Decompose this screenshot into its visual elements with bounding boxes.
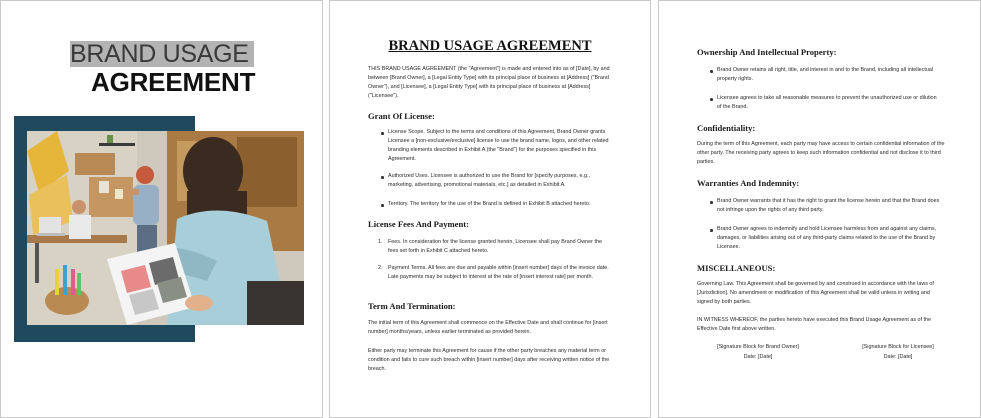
grant-item-scope: License Scope. Subject to the terms and conditions of this Agreement, Brand Owner grants Licensee a [non-exclusive/exclusive] license to use the brand name, logos, and other related branding elements described in Exhibit A (the "Brand") for the purposes specified in this Agreement. <box>388 129 609 162</box>
fees-item-fees: Fees. In consideration for the license granted herein, Licensee shall pay Brand Owner the fees set forth in Exhibit C attached hereto. <box>388 239 602 254</box>
bullet-dot <box>381 204 384 207</box>
misc-heading: MISCELLANEOUS: <box>697 263 776 273</box>
governing-law-paragraph: Governing Law. This Agreement shall be governed by and construed in accordance with the laws of [Jurisdiction]. No amendment or modification of this Agreement shall be valid unless in writing and signed by both parties. <box>697 281 934 305</box>
witness-paragraph: IN WITNESS WHEREOF, the parties hereto have executed this Brand Usage Agreement as of the Effective Date first above written. <box>697 317 932 332</box>
term-paragraph-1: The initial term of this Agreement shall commence on the Effective Date and shall continue for [insert number] months/years, unless earlier terminated as provided herein. <box>368 320 608 335</box>
term-paragraph-2: Either party may terminate this Agreement for cause if the other party breaches any material term or condition and fails to cure such breach within [insert number] days after receiving written notice of the breach. <box>368 348 610 372</box>
grant-heading: Grant Of License: <box>368 111 435 121</box>
bullet-dot <box>381 132 384 135</box>
warranty-item-1: Brand Owner warrants that it has the right to grant the license herein and that the Brand does not infringe upon the rights of any third party. <box>717 198 940 213</box>
intro-paragraph: THIS BRAND USAGE AGREEMENT (the "Agreement") is made and entered into as of [Date], by and between [Brand Owner], a [Legal Entity Type] with its principal place of business at [Address] ("Brand Owner"), and [Licensee], a [Legal Entity Type] with its principal place of business at [Address] ("Licensee"). <box>368 66 610 99</box>
bullet-dot <box>710 98 713 101</box>
cover-title-line1: BRAND USAGE <box>70 41 254 67</box>
grant-item-territory: Territory. The territory for the use of the Brand is defined in Exhibit B attached hereto. <box>388 201 591 207</box>
bullet-dot <box>710 229 713 232</box>
ownership-item-1: Brand Owner retains all right, title, and interest in and to the Brand, including all intellectual property rights. <box>717 67 934 82</box>
cover-page <box>0 0 323 418</box>
cover-title-line2: AGREEMENT <box>91 67 256 97</box>
confidentiality-heading: Confidentiality: <box>697 123 756 133</box>
term-heading: Term And Termination: <box>368 301 456 311</box>
ownership-heading: Ownership And Intellectual Property: <box>697 47 837 57</box>
ownership-item-2: Licensee agrees to take all reasonable measures to prevent the unauthorized use or dilution of the Brand. <box>717 95 937 110</box>
fees-item-payment: Payment Terms. All fees are due and payable within [insert number] days of the invoice date. Late payments may be subject to interest at the rate of [insert interest rate] per month. <box>388 265 609 280</box>
warranty-item-2: Brand Owner agrees to indemnify and hold Licensee harmless from and against any claims, damages, or liabilities arising out of any third-party claims related to the use of the Brand by Licensee. <box>717 226 937 250</box>
confidentiality-paragraph: During the term of this Agreement, each party may have access to certain confidential information of the other party. The receiving party agrees to keep such information confidential and not disclose it to third parties. <box>697 141 945 165</box>
agreement-page-2 <box>658 0 981 418</box>
agreement-title: BRAND USAGE AGREEMENT <box>388 38 592 54</box>
grant-item-uses: Authorized Uses. Licensee is authorized to use the Brand for [specify purposes, e.g., marketing, advertising, promotional materials, etc.] as detailed in Exhibit A. <box>388 173 590 188</box>
signature-date-licensee: Date: [Date] <box>883 354 913 360</box>
list-number: 2. <box>378 265 383 271</box>
list-number: 1. <box>378 239 383 245</box>
bullet-dot <box>710 201 713 204</box>
signature-date-owner: Date: [Date] <box>743 354 773 360</box>
warranty-heading: Warranties And Indemnity: <box>697 178 800 188</box>
fees-heading: License Fees And Payment: <box>368 219 469 229</box>
signature-block-licensee: [Signature Block for Licensee] <box>862 344 934 350</box>
signature-block-owner: [Signature Block for Brand Owner] <box>717 344 799 350</box>
agreement-page-1 <box>329 0 651 418</box>
bullet-dot <box>710 70 713 73</box>
bullet-dot <box>381 176 384 179</box>
cover-photo <box>27 131 304 325</box>
